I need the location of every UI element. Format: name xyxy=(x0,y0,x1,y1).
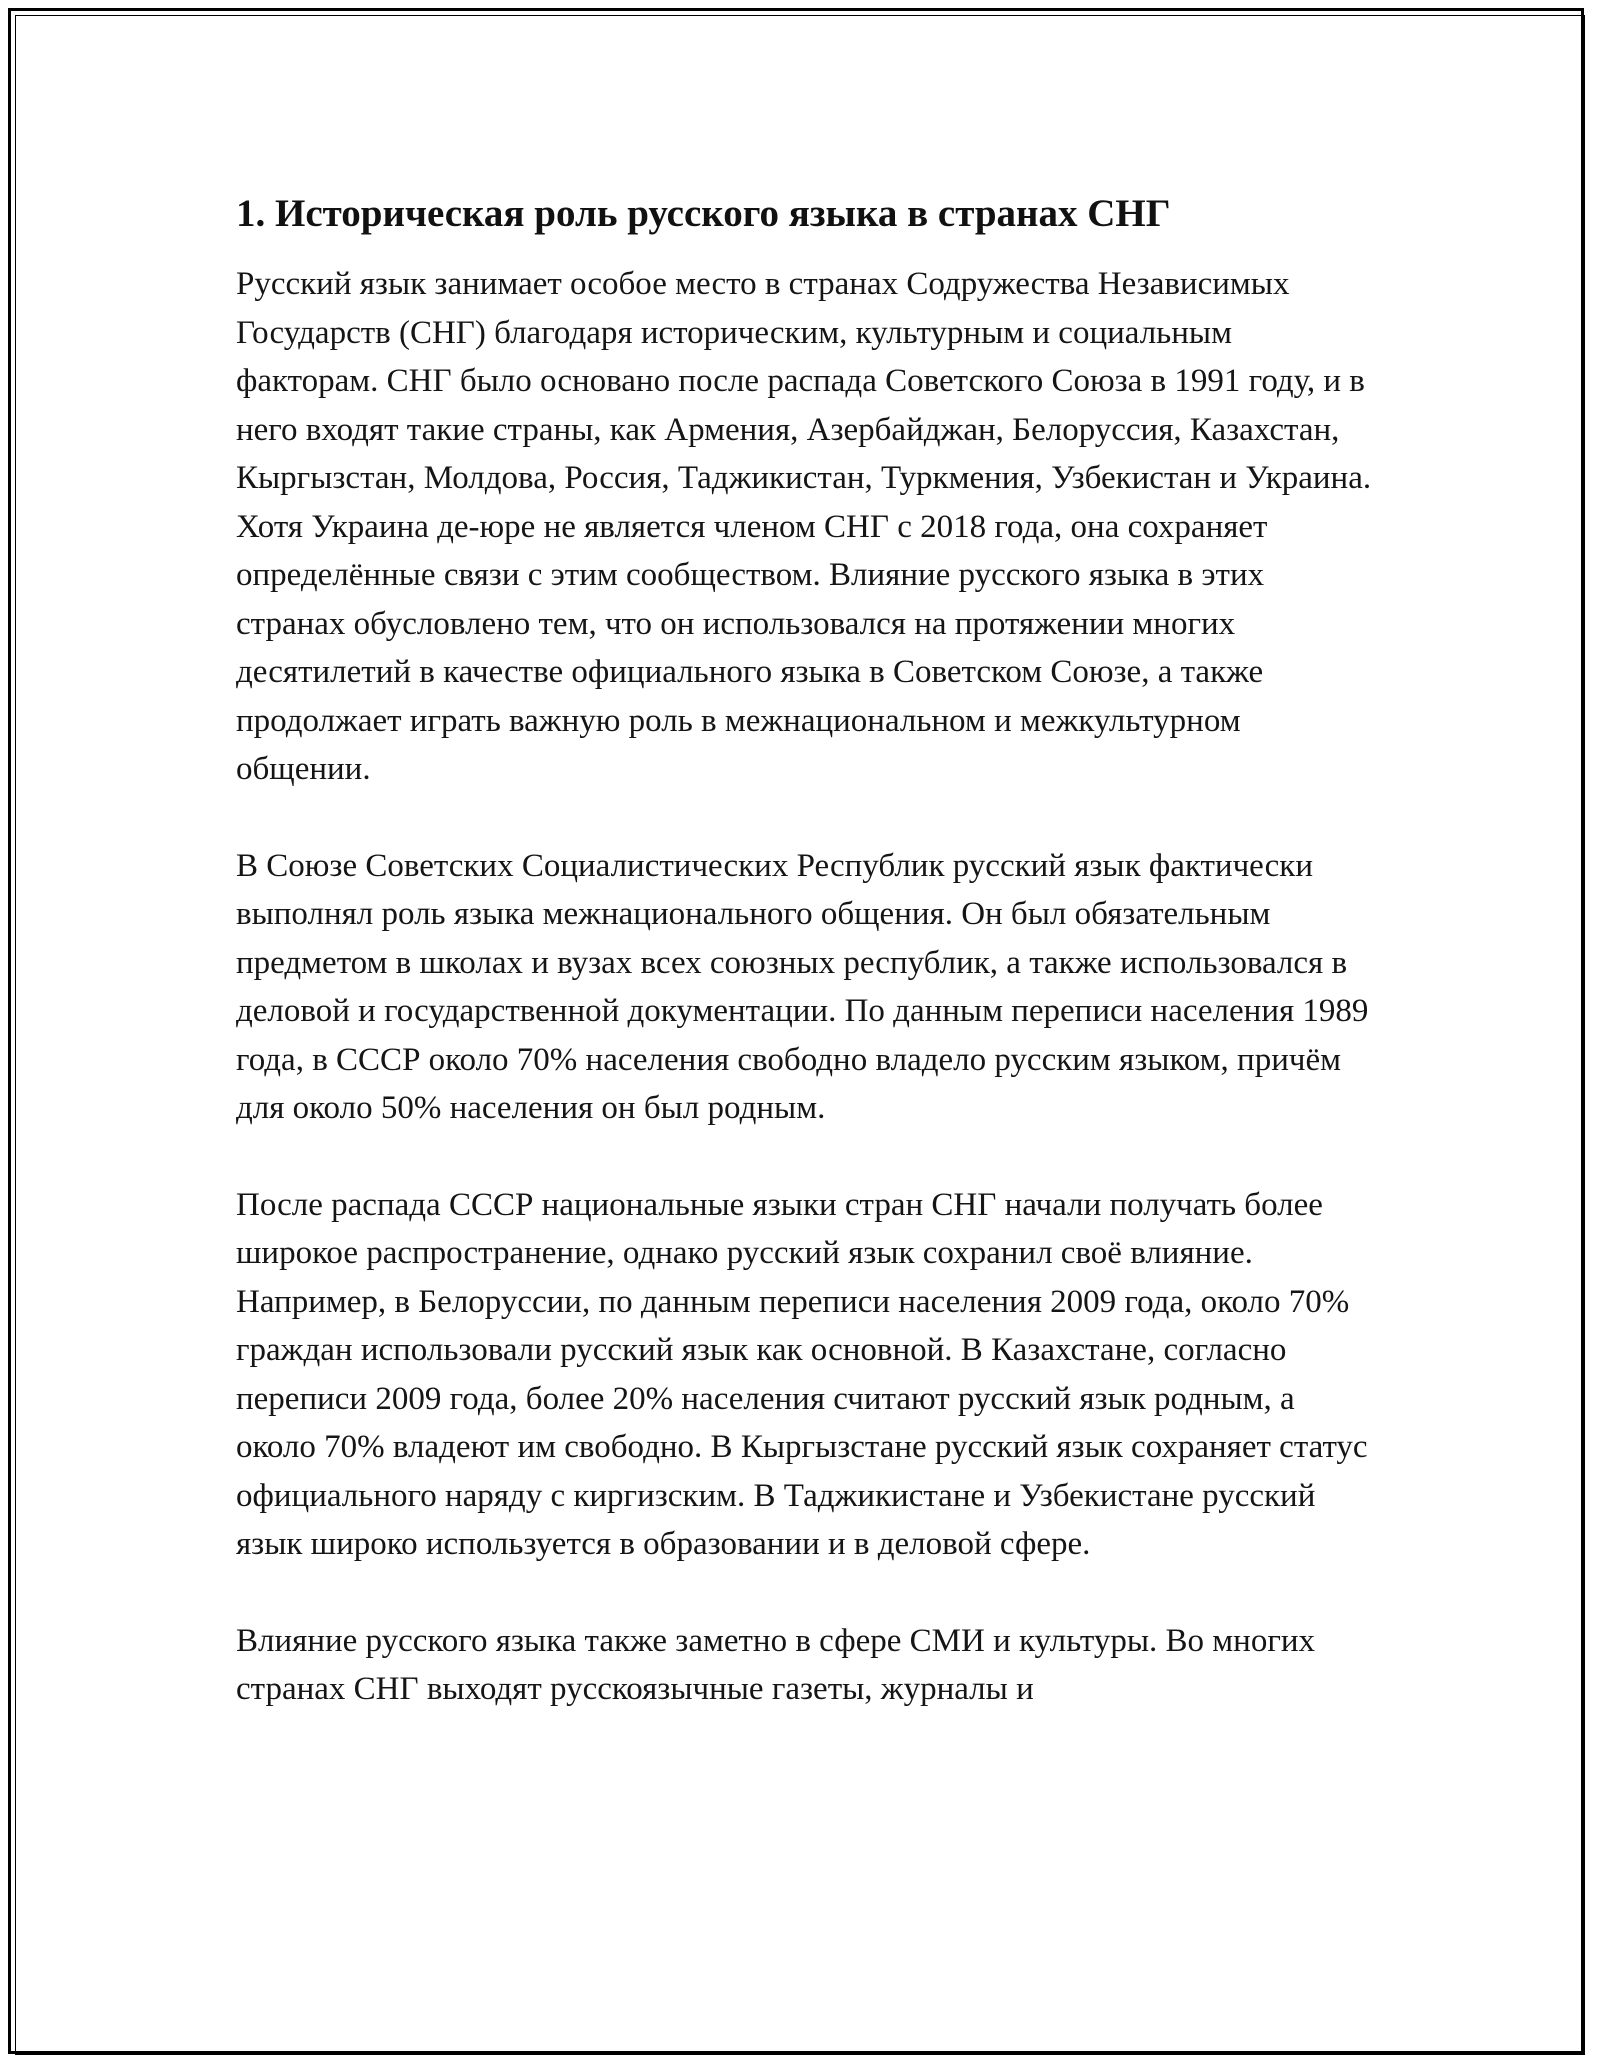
paragraph-media-culture: Влияние русского языка также заметно в сфере СМИ и культуры. Во многих странах СНГ выходят русскоязычные газеты, журналы и xyxy=(236,1622,1316,1707)
section-heading: 1. Историческая роль русского языка в странах СНГ xyxy=(236,192,1171,235)
paragraph-post-ussr: После распада СССР национальные языки стран СНГ начали получать более широкое распространение, однако русский язык сохранил своё влияние. Например, в Белоруссии, по данным переписи населения 2009 года, около 70% граждан использовали русский язык как основной. В Казахстане, согласно переписи 2009 года, более 20% населения считают русский язык родным, а около 70% владеют им свободно. В Кыргызстане русский язык сохраняет статус официального наряду с киргизским. В Таджикистане и Узбекистане русский язык широко используется в образовании и в деловой сфере. xyxy=(236,1186,1368,1562)
document-page xyxy=(236,188,1376,1762)
paragraph-intro: Русский язык занимает особое место в странах Содружества Независимых Государств (СНГ) благодаря историческим, культурным и социальным факторам. СНГ было основано после распада Советского Союза в 1991 году, и в него входят такие страны, как Армения, Азербайджан, Белоруссия, Казахстан, Кыргызстан, Молдова, Россия, Таджикистан, Туркмения, Узбекистан и Украина. Хотя Украина де-юре не является членом СНГ с 2018 года, она сохраняет определённые связи с этим сообществом. Влияние русского языка в этих странах обусловлено тем, что он использовался на протяжении многих десятилетий в качестве официального языка в Советском Союзе, а также продолжает играть важную роль в межнациональном и межкультурном общении. xyxy=(236,266,1372,787)
paragraph-ussr: В Союзе Советских Социалистических Республик русский язык фактически выполнял роль языка межнационального общения. Он был обязательным предметом в школах и вузах всех союзных республик, а также использовался в деловой и государственной документации. По данным переписи населения 1989 года, в СССР около 70% населения свободно владело русским языком, причём для около 50% населения он был родным. xyxy=(236,847,1369,1126)
